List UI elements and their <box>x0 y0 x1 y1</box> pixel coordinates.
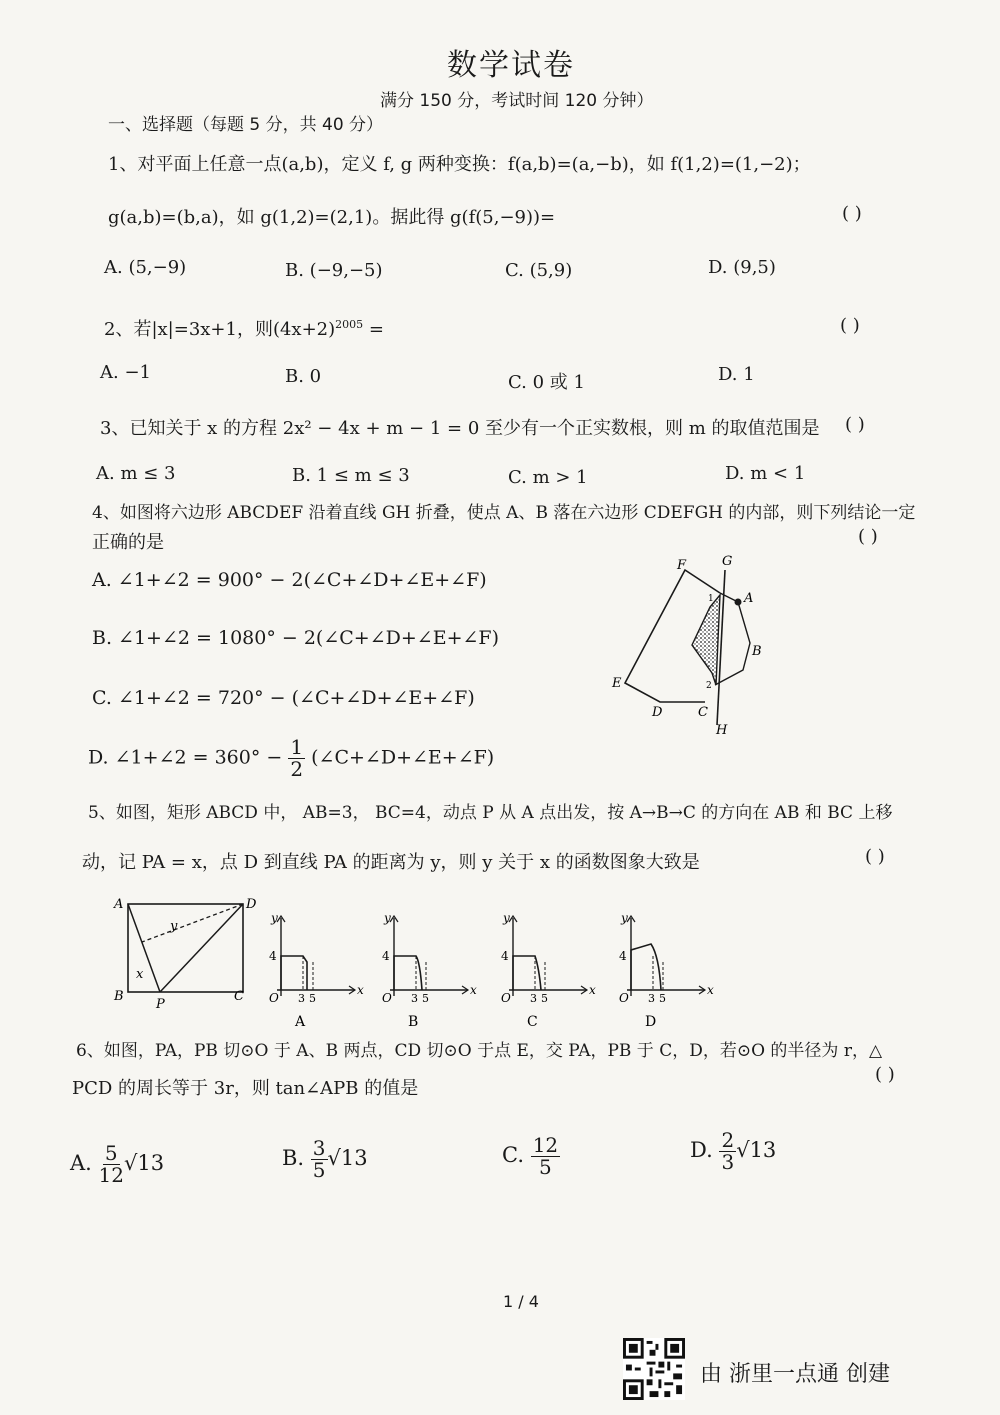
point-a-dot <box>735 599 742 606</box>
q5-graph-b <box>378 910 488 1030</box>
q6-option-d-num: 2 <box>721 1128 735 1152</box>
fig-label-a: A <box>744 591 754 606</box>
tick-label-4: 4 <box>619 949 627 963</box>
q6-option-c-label: C. <box>502 1143 524 1167</box>
rect-label-x: x <box>136 967 144 982</box>
segment-pd <box>160 904 243 992</box>
q6-option-c-fraction <box>531 1135 560 1178</box>
q4-option-b: B. ∠1+∠2 = 1080° − 2(∠C+∠D+∠E+∠F) <box>92 627 500 649</box>
q1-line1: 1、对平面上任意一点(a,b)，定义 f, g 两种变换：f(a,b)=(a,−b)，如 f(1,2)=(1,−2)； <box>108 154 811 175</box>
q6-option-b-num: 3 <box>312 1136 326 1160</box>
axis-label-x: x <box>707 983 714 997</box>
tick-label-4: 4 <box>382 949 390 963</box>
q6-option-a-den: 12 <box>98 1163 124 1187</box>
page-number: 1 / 4 <box>503 1292 539 1311</box>
q1-option-d: D. (9,5) <box>708 257 776 278</box>
q6-answer-paren: ( ) <box>875 1064 895 1085</box>
q6-option-b-label: B. <box>282 1146 305 1170</box>
q5-graph-a <box>265 910 375 1030</box>
q3-option-a: A. m ≤ 3 <box>96 463 176 484</box>
q2-answer-paren: ( ) <box>840 315 860 336</box>
q4-option-d <box>88 737 494 780</box>
q4-option-c: C. ∠1+∠2 = 720° − (∠C+∠D+∠E+∠F) <box>92 687 475 709</box>
q2-eq: = <box>363 319 384 340</box>
q3-option-d: D. m < 1 <box>725 463 806 484</box>
tick-label-5: 5 <box>541 992 548 1005</box>
q6-option-a <box>70 1143 164 1186</box>
rect-label-a: A <box>114 897 124 912</box>
q1-option-c: C. (5,9) <box>505 260 573 281</box>
axis-label-y: y <box>503 911 510 925</box>
q4-option-d-prefix: D. ∠1+∠2 = 360° − <box>88 746 283 769</box>
q6-option-c-num: 12 <box>532 1133 559 1157</box>
q3-text: 3、已知关于 x 的方程 2x² − 4x + m − 1 = 0 至少有一个正实数根，则 m 的取值范围是 <box>100 418 820 439</box>
q6-line2: PCD 的周长等于 3r，则 tan∠APB 的值是 <box>72 1078 419 1099</box>
tick-label-4: 4 <box>501 949 509 963</box>
rect-label-p: P <box>156 997 165 1012</box>
q6-option-b-root: √13 <box>327 1146 368 1170</box>
axis-label-x: x <box>470 983 477 997</box>
q4-line2: 正确的是 <box>92 532 164 553</box>
tick-label-3: 3 <box>648 992 655 1005</box>
q5-line1: 5、如图，矩形 ABCD 中， AB=3， BC=4，动点 P 从 A 点出发，按 A→B→C 的方向在 AB 和 BC 上移 <box>88 803 893 823</box>
q5-line2: 动，记 PA = x，点 D 到直线 PA 的距离为 y，则 y 关于 x 的函数图象大致是 <box>82 852 700 873</box>
q6-option-c-den: 5 <box>539 1155 552 1179</box>
q6-option-a-fraction <box>99 1143 124 1186</box>
exam-subtitle: 满分 150 分，考试时间 120 分钟） <box>380 91 654 111</box>
fig-label-c: C <box>698 705 708 720</box>
q6-line1: 6、如图，PA，PB 切⊙O 于 A、B 两点，CD 切⊙O 于点 E，交 PA，PB 于 C，D，若⊙O 的半径为 r，△ <box>76 1041 883 1061</box>
q4-option-d-fraction <box>288 737 305 780</box>
q6-option-b-fraction <box>311 1138 328 1181</box>
axis-label-y: y <box>271 911 278 925</box>
q6-option-d-fraction <box>719 1130 736 1173</box>
q6-option-c <box>502 1135 560 1178</box>
rect-label-c: C <box>234 989 244 1004</box>
origin-label: O <box>619 991 629 1005</box>
q6-option-b-den: 5 <box>312 1158 326 1182</box>
q3-option-b: B. 1 ≤ m ≤ 3 <box>292 465 410 486</box>
fig-label-b: B <box>752 644 762 659</box>
graph-option-label: A <box>295 1014 306 1030</box>
brand-watermark: 由 浙里一点通 创建 <box>700 1362 890 1387</box>
q2-option-b: B. 0 <box>285 366 322 387</box>
q4-line1: 4、如图将六边形 ABCDEF 沿着直线 GH 折叠，使点 A、B 落在六边形 CDEFGH 的内部，则下列结论一定 <box>92 503 916 523</box>
page-title: 数学试卷 <box>447 48 575 83</box>
function-curve <box>631 944 661 990</box>
folded-region <box>692 595 720 685</box>
section-heading: 一、选择题（每题 5 分，共 40 分） <box>108 115 384 135</box>
q4-option-d-num: 1 <box>290 735 304 759</box>
q6-option-d <box>690 1130 776 1173</box>
origin-label: O <box>382 991 392 1005</box>
q2-option-c: C. 0 或 1 <box>508 372 585 393</box>
q3-option-c: C. m > 1 <box>508 467 588 488</box>
tick-label-5: 5 <box>422 992 429 1005</box>
q5-answer-paren: ( ) <box>865 846 885 867</box>
axis-label-x: x <box>357 983 364 997</box>
q3-answer-paren: ( ) <box>845 414 865 435</box>
q6-option-a-num: 5 <box>104 1141 118 1165</box>
function-curve <box>394 956 422 990</box>
rect-label-d: D <box>246 897 257 912</box>
q2-stem: 2、若|x|=3x+1，则(4x+2) <box>104 319 336 340</box>
q5-graph-c <box>497 910 607 1030</box>
rect-label-y: y <box>170 919 178 934</box>
tick-label-5: 5 <box>659 992 666 1005</box>
q4-option-d-suffix: (∠C+∠D+∠E+∠F) <box>311 746 495 769</box>
q6-option-a-root: √13 <box>123 1151 165 1175</box>
fig-label-angle2: 2 <box>706 681 712 691</box>
graph-option-label: C <box>527 1014 538 1030</box>
q1-line2: g(a,b)=(b,a)，如 g(1,2)=(2,1)。据此得 g(f(5,−9))= <box>108 207 556 228</box>
tick-label-3: 3 <box>530 992 537 1005</box>
graph-option-label: D <box>645 1014 657 1030</box>
q5-graph-d <box>615 910 725 1030</box>
tick-label-4: 4 <box>269 949 277 963</box>
tick-label-3: 3 <box>298 992 305 1005</box>
axis-label-y: y <box>621 911 628 925</box>
q1-option-b: B. (−9,−5) <box>285 260 383 281</box>
hexagon-fold-figure <box>600 545 780 740</box>
fig-label-g: G <box>722 554 733 569</box>
fig-label-h: H <box>716 723 728 738</box>
segment-ap <box>128 904 160 992</box>
q6-option-b <box>282 1138 368 1181</box>
rect-label-b: B <box>114 989 124 1004</box>
q4-option-d-den: 2 <box>290 757 304 781</box>
tick-label-5: 5 <box>309 992 316 1005</box>
origin-label: O <box>269 991 279 1005</box>
q1-option-a: A. (5,−9) <box>104 257 187 278</box>
q1-answer-paren: ( ) <box>842 203 862 224</box>
perpendicular-dy <box>142 904 243 942</box>
fig-label-angle1: 1 <box>708 594 714 604</box>
q6-option-a-label: A. <box>70 1151 92 1175</box>
graph-option-label: B <box>408 1014 419 1030</box>
q4-option-a: A. ∠1+∠2 = 900° − 2(∠C+∠D+∠E+∠F) <box>92 569 487 591</box>
rectangle-figure <box>110 892 270 1012</box>
q2-option-d: D. 1 <box>718 364 755 385</box>
q6-option-d-den: 3 <box>721 1150 735 1174</box>
axis-label-x: x <box>589 983 596 997</box>
q4-answer-paren: ( ) <box>858 526 878 547</box>
qr-code-icon <box>623 1338 685 1400</box>
axis-label-y: y <box>384 911 391 925</box>
rectangle-abcd <box>128 904 243 992</box>
origin-label: O <box>501 991 511 1005</box>
q2-option-a: A. −1 <box>100 362 151 383</box>
fig-label-f: F <box>677 558 687 573</box>
q6-option-d-label: D. <box>690 1138 713 1162</box>
tick-label-3: 3 <box>411 992 418 1005</box>
fig-label-e: E <box>612 676 622 691</box>
fig-label-d: D <box>652 705 663 720</box>
q2-exponent: 2005 <box>335 318 364 331</box>
q6-option-d-root: √13 <box>736 1138 777 1162</box>
function-curve <box>513 956 541 990</box>
q2-text <box>104 315 384 341</box>
